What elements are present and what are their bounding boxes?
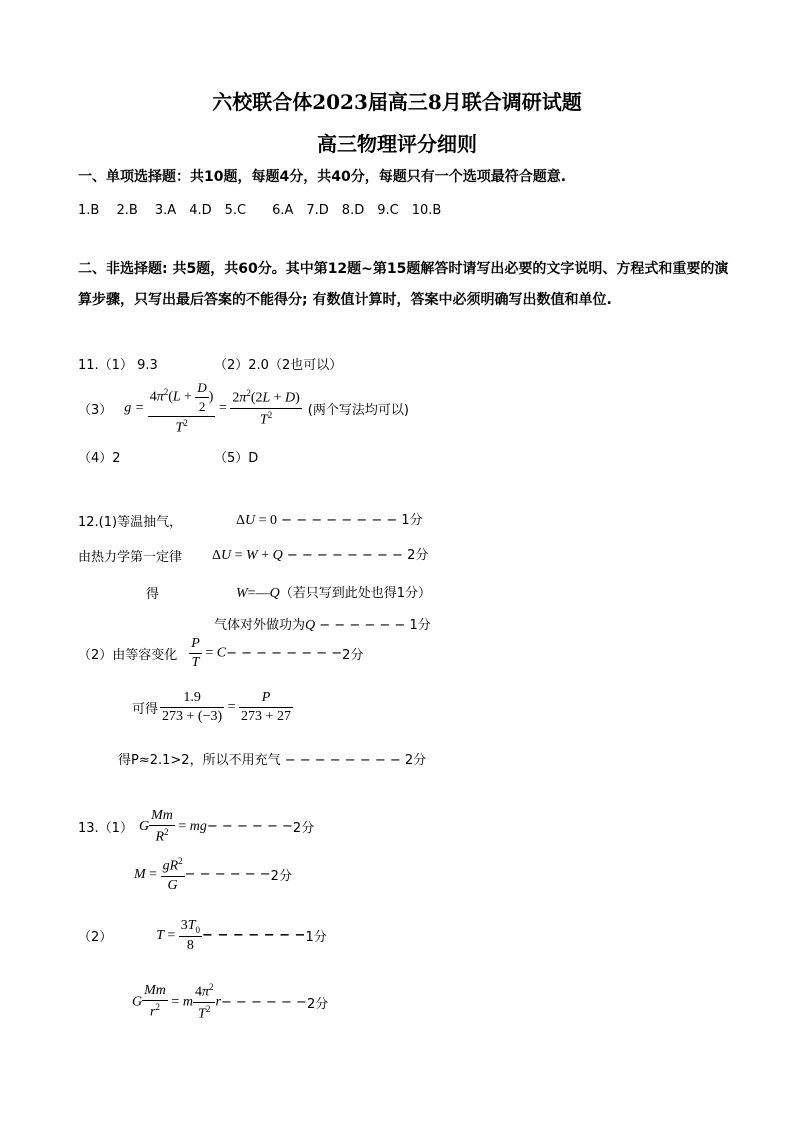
q12-line1-score: 1分 — [401, 513, 423, 528]
q11-part3-note: (两个写法均可以) — [307, 402, 409, 418]
q12-line1-label: 12.(1)等温抽气， — [78, 515, 183, 530]
q13-line1: 13.（1） G $\frac{Mm}{R^2}$ = mg − − − − − − 2分 — [78, 808, 315, 845]
q11-formula-1: g = $4\pi^2(L$ + $\frac{D}{2}$ ) $T^2$ = $\frac{2\pi^2(2L + D)}{T^2}$ — [124, 380, 300, 436]
q13-line4-score: 2分 — [306, 996, 329, 1012]
q12-line7-score: 2分 — [404, 753, 427, 768]
q13-line3-label: （2） — [78, 930, 113, 946]
page-subtitle: 高三物理评分细则 — [317, 132, 477, 156]
q12-line2-label: 由热力学第一定律 — [78, 550, 183, 565]
q12-line4-label: 气体对外做功为 — [214, 618, 306, 633]
q12-line4-score: 1分 — [409, 618, 431, 633]
q12-line2-score: 2分 — [407, 548, 429, 563]
section2-intro: 二、非选择题: 共5题，共60分。其中第12题~第15题解答时请写出必要的文字说明、方程式和重要的演算步骤，只写出最后答案的不能得分; 有数值计算时，答案中必须明确写出数值和单位. — [78, 261, 729, 308]
q12-line5-score: 2分 — [342, 648, 364, 663]
q12-eq-delta-u-zero: ΔU = 0 − − − − − − − − 1分 — [236, 513, 423, 528]
q12-line6: 可得 $\frac{1.9}{273 + (-3)}$ = $\frac{P}{273 + 27}$ — [132, 690, 291, 724]
q11-part1: 11.（1） 9.3 — [78, 358, 158, 373]
q11-part4: （4）2 — [78, 451, 121, 466]
q12-line3-note: （若只写到此处也得1分） — [279, 586, 431, 601]
q11-part3 — [78, 380, 409, 437]
q13-line1-label: 13.（1） — [78, 821, 133, 837]
q12-eq-first-law: ΔU = W + Q − − − − − − − − 2分 — [212, 548, 429, 563]
q12-line4: 气体对外做功为Q − − − − − − 1分 — [214, 618, 431, 633]
q12-line7: 得P≈2.1>2，所以不用充气 − − − − − − − − 2分 — [118, 753, 427, 768]
q13-line2: M = $\frac{gR^2}{G}$ − − − − − − 2分 — [134, 856, 292, 893]
q13-line3-score: 1分 — [305, 930, 327, 946]
page-title: 六校联合体2023届高三8月联合调研试题 — [212, 90, 582, 114]
q12-line7-text: 得P≈2.1>2，所以不用充气 — [118, 753, 281, 768]
q12-line3-label: 得 — [146, 587, 160, 602]
q12-line6-label: 可得 — [132, 702, 159, 717]
q12-line5-label: （2）由等容变化 — [78, 648, 178, 663]
q13-line4: G $\frac{Mm}{r^2}$ = m $\frac{4\pi^2}{T^2}$ r − − − − − − 2分 — [132, 982, 329, 1022]
q11-part3-label: （3） — [78, 402, 113, 418]
q13-line2-score: 2分 — [270, 869, 292, 885]
section1-answers: 1.B 2.B 3.A 4.D 5.C 6.A 7.D 8.D 9.C 10.B — [78, 203, 442, 218]
q12-line5: （2）由等容变化 $\frac{P}{T}$ = C − − − − − − − − 2分 — [78, 636, 364, 670]
q11-part5: （5）D — [214, 451, 259, 466]
section1-heading: 一、单项选择题：共10题，每题4分，共40分，每题只有一个选项最符合题意. — [78, 169, 567, 185]
q13-line3: （2） T = $\frac{3T_0}{8}$ − − − − − − − 1分 — [78, 918, 327, 953]
q12-eq-w: W=—Q（若只写到此处也得1分） — [236, 586, 431, 601]
q13-line1-score: 2分 — [292, 821, 315, 837]
q11-part2: （2）2.0（2也可以） — [214, 358, 343, 373]
